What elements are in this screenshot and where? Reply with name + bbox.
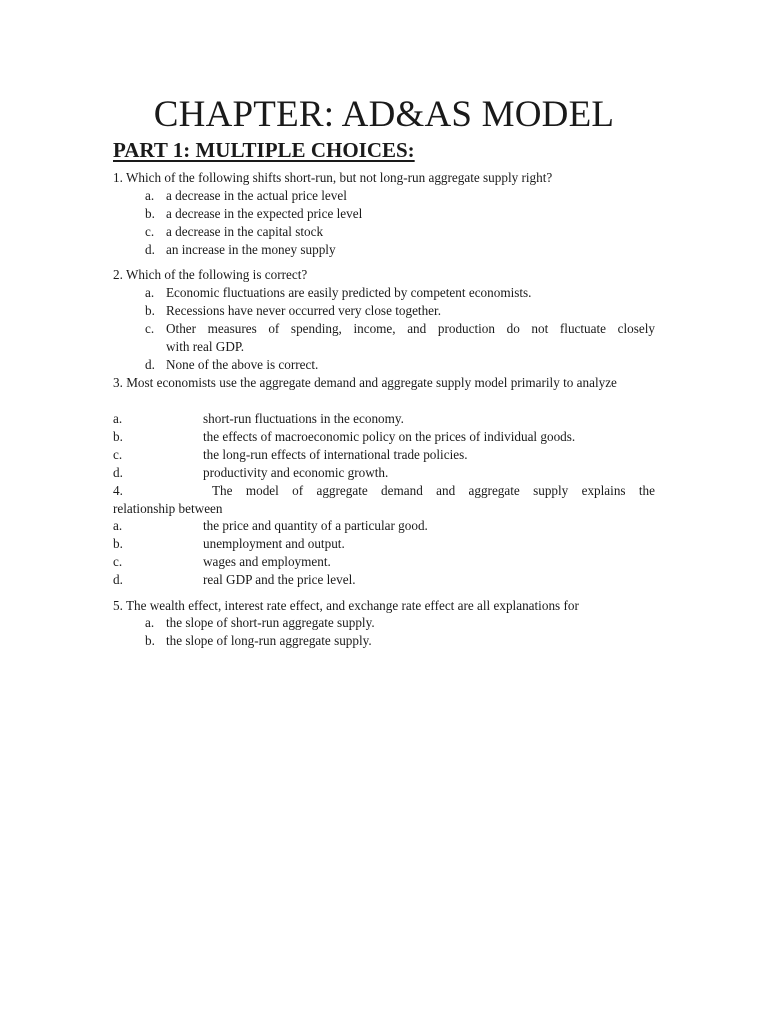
part-heading: PART 1: MULTIPLE CHOICES:: [113, 138, 415, 162]
question-5: 5. The wealth effect, interest rate effect, and exchange rate effect are all explanations for: [113, 598, 579, 613]
option-text: an increase in the money supply: [166, 242, 336, 257]
option-text: wages and employment.: [203, 554, 331, 569]
option-label: a.: [145, 188, 155, 203]
option-text: Economic fluctuations are easily predicted by competent economists.: [166, 285, 532, 300]
question-1: 1. Which of the following shifts short-run, but not long-run aggregate supply right?: [113, 170, 553, 185]
option-text: a decrease in the capital stock: [166, 224, 324, 239]
option-label: b.: [145, 206, 155, 221]
q2-option-c-continued: with real GDP.: [166, 339, 245, 354]
option-text: the slope of short-run aggregate supply.: [166, 615, 375, 630]
q5-option-a: [145, 614, 655, 632]
question-text: The model of aggregate demand and aggregate supply explains the: [212, 483, 655, 498]
option-label: d.: [145, 357, 155, 372]
question-4-continued: relationship between: [113, 501, 223, 516]
option-label: a.: [113, 411, 123, 426]
option-label: b.: [113, 429, 123, 444]
option-label: a.: [145, 615, 155, 630]
option-label: b.: [113, 536, 123, 551]
option-text: a decrease in the actual price level: [166, 188, 347, 203]
option-text: unemployment and output.: [203, 536, 345, 551]
option-text: the effects of macroeconomic policy on the prices of individual goods.: [203, 429, 576, 444]
option-text: the long-run effects of international trade policies.: [203, 447, 468, 462]
q2-option-c: [145, 320, 655, 338]
option-text: the slope of long-run aggregate supply.: [166, 633, 372, 648]
option-text: short-run fluctuations in the economy.: [203, 411, 404, 426]
q2-option-d: [145, 356, 655, 374]
question-2: 2. Which of the following is correct?: [113, 267, 308, 282]
option-label: c.: [145, 321, 155, 336]
option-label: b.: [145, 303, 155, 318]
q1-option-c: [145, 223, 655, 241]
q1-option-d: [145, 241, 655, 259]
option-label: d.: [113, 572, 123, 587]
q2-option-a: [145, 284, 655, 302]
q5-option-b: [145, 632, 655, 650]
q1-option-a: [145, 187, 655, 205]
option-text: Recessions have never occurred very close together.: [166, 303, 441, 318]
q2-option-b: [145, 302, 655, 320]
option-text: Other measures of spending, income, and production do not fluctuate closely: [166, 321, 655, 336]
question-number: 4.: [113, 483, 123, 498]
option-label: d.: [113, 465, 123, 480]
chapter-title: CHAPTER: AD&AS MODEL: [153, 94, 615, 135]
option-text: productivity and economic growth.: [203, 465, 389, 480]
question-3: 3. Most economists use the aggregate demand and aggregate supply model primarily to analyze: [113, 375, 617, 390]
option-label: c.: [145, 224, 155, 239]
option-label: d.: [145, 242, 155, 257]
option-text: None of the above is correct.: [166, 357, 319, 372]
option-label: c.: [113, 554, 123, 569]
option-text: real GDP and the price level.: [203, 572, 356, 587]
option-label: a.: [113, 518, 123, 533]
option-label: a.: [145, 285, 155, 300]
option-label: b.: [145, 633, 155, 648]
option-text: the price and quantity of a particular good.: [203, 518, 428, 533]
q1-option-b: [145, 205, 655, 223]
option-text: a decrease in the expected price level: [166, 206, 363, 221]
option-label: c.: [113, 447, 123, 462]
